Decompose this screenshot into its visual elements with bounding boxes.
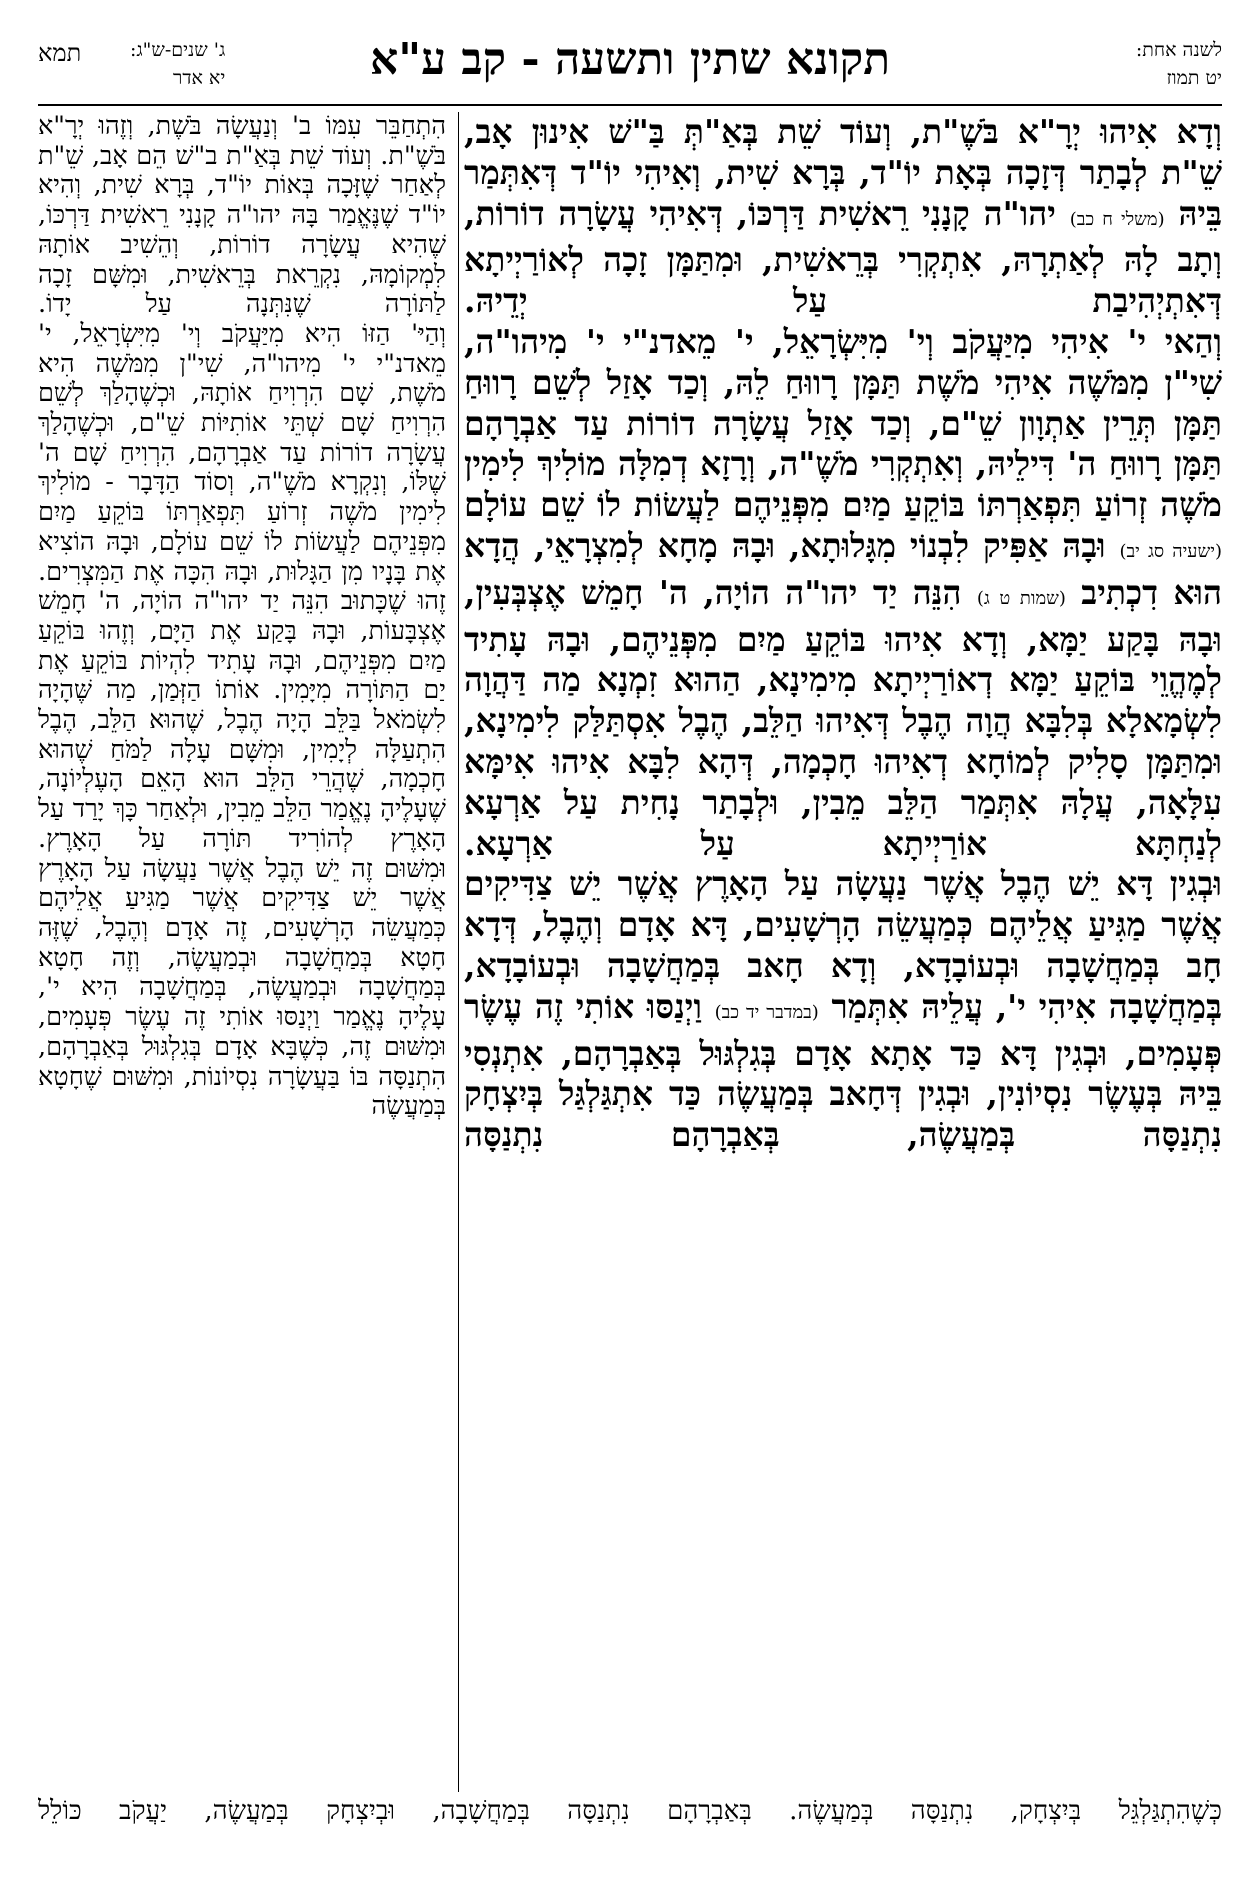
translation-paragraph: הִתְחַבֵּר עִמּוֹ ב' וְנַעֲשָׂה בֹּשֶׁת, וְזֶהוּ יְרָ"א בֹּשֶׁ"ת. וְעוֹד שֵׁת בְּאַ"ת ב"שׁ הֵם אָב, שֵׁ"ת לְאַחַר שֶׁזָּכָה בְּאוֹת יוֹ"ד, בְּרָא שִׁית, וְהִיא יוֹ"ד שֶׁנֶּאֱמַר בָּהּ יהו"ה קָנָנִי רֵאשִׁית דַּרְכּוֹ, שֶׁהִיא עֲשָׂרָה דוֹרוֹת, וְהֵשִׁיב אוֹתָהּ לִמְקוֹמָהּ, נִקְרֵאת בְּרֵאשִׁית, וּמִשָּׁם זָכָה לַתּוֹרָה שֶׁנִּתְּנָה עַל יָדוֹ. <box>38 112 446 320</box>
page-title: תקונא שתין ותשעה - קב ע"א <box>369 34 891 85</box>
text-run: וַיְנַסּוּ אוֹתִי זֶה עֶשֶׂר פְּעָמִים, וּבְגִין דָּא כַּד אָתָא אָדָם בְּגִלְגּוּל בְּאַבְרָהָם, אִתְנְסִי בֵּיהּ בְּעֶשֶׂר נִסְיוֹנִין, וּבְגִין דְּחָאב בְּמַעֲשֶׂה כַּד אִתְגַּלְגַּל בְּיִצְחָק נִתְנַסָּה בְּמַעֲשֶׂה, בְּאַבְרָהָם נִתְנַסָּה <box>464 986 1222 1155</box>
text-run: יהו"ה קָנָנִי רֵאשִׁית דַּרְכּוֹ, דְּאִיהִי עֲשָׂרָה דוֹרוֹת, וְתָב לָהּ לְאַתְרָהּ, אִתְקְרִי בְּרֵאשִׁית, וּמִתַּמָּן זָכָה לְאוֹרַיְיתָא דְּאִתְיְהִיבַת עַל יְדֵיהּ. <box>464 193 1222 321</box>
continuation-line: כְּשֶׁהִתְגַּלְגֵּל בְּיִצְחָק, נִתְנַסָּה בְּמַעֲשֶׂה. בְּאַבְרָהָם נִתְנַסָּה בְּמַחֲשָׁבָה, וּבְיִצְחָק בְּמַעֲשֶׂה, יַעֲקֹב כּוֹלֵל <box>38 1796 1222 1826</box>
translation-column <box>38 112 446 1792</box>
source-reference: (ישעיה סג יב) <box>1119 540 1222 562</box>
schedule-date: יט תמוז <box>1166 67 1222 89</box>
schedule-label: ג' שנים-ש"ג: <box>130 39 226 61</box>
main-paragraph <box>464 112 1222 322</box>
main-text-column <box>464 112 1222 1792</box>
translation-paragraph: וְהַיּ' הַזּוֹ הִיא מִיַּעֲקֹב וְי' מִיִּשְׂרָאֵל, י' מֵאדנ"י י' מִיהו"ה, שִׁי"ן מִמֹּשֶׁה הִיא מֹשֶׁת, שָׁם הִרְוִיחַ אוֹתָהּ, וּכְשֶׁהָלַךְ לְשֵׁם הִרְוִיחַ שָׁם שְׁתֵּי אוֹתִיּוֹת שֵׁ"ם, וּכְשֶׁהָלַךְ עֲשָׂרָה דוֹרוֹת עַד אַבְרָהָם, הִרְוִיחַ שָׁם ה' שֶׁלּוֹ, וְנִקְרָא מֹשֶׁ"ה, וְסוֹד הַדָּבָר - מוֹלִיךְ לִימִין מֹשֶׁה זְרוֹעַ תִּפְאַרְתּוֹ בּוֹקֵעַ מַיִם מִפְּנֵיהֶם לַעֲשׂוֹת לוֹ שֵׁם עוֹלָם, וּבָהּ הוֹצִיא אֶת בָּנָיו מִן הַגָּלוּת, וּבָהּ הִכָּה אֶת הַמִּצְרִים. זֶהוּ שֶׁכָּתוּב הִנֵּה יַד יהו"ה הוֹיָה, ה' חָמֵשׁ אֶצְבָּעוֹת, וּבָהּ בָּקַע אֶת הַיָּם, וְזֶהוּ בּוֹקֵעַ מַיִם מִפְּנֵיהֶם, וּבָהּ עָתִיד לִהְיוֹת בּוֹקֵעַ אֶת יַם הַתּוֹרָה מִיָּמִין. אוֹתוֹ הַזְּמַן, מַה שֶּׁהָיָה לִשְׂמֹאל בַּלֵּב הָיָה הֶבֶל, שֶׁהוּא הַלֵּב, הֶבֶל הִתְעַלָּה לְיָמִין, וּמִשָּׁם עָלָה לַמֹּחַ שֶׁהוּא חָכְמָה, שֶׁהֲרֵי הַלֵּב הוּא הָאֵם הָעֶלְיוֹנָה, שֶׁעָלֶיהָ נֶאֱמַר הַלֵּב מֵבִין, וּלְאַחַר כָּךְ יָרַד עַל הָאָרֶץ לְהוֹרִיד תּוֹרָה עַל הָאָרֶץ. <box>38 318 446 854</box>
daily-schedule-three-years <box>130 36 225 92</box>
main-paragraph <box>464 864 1222 1156</box>
text-run: הִנֵּה יַד יהו"ה הוֹיָה, ה' חָמֵשׁ אֶצְבְּעִין, וּבָהּ בָּקַע יַמָּא, וְדָא אִיהוּ בּוֹקֵעַ מַיִם מִפְּנֵיהֶם, וּבָהּ עָתִיד לְמֶהֱוֵי בּוֹקֵעַ יַמָּא דְאוֹרַיְיתָא מִימִינָא, הַהוּא זִמְנָא מַה דַּהֲוָה לִשְׂמָאלָא בְּלִבָּא הֲוָה הֶבֶל דְּאִיהוּ הַלֵּב, הֶבֶל אִסְתַּלַּק לִימִינָא, וּמִתַּמָּן סָלִיק לְמוֹחָא דְאִיהוּ חָכְמָה, דְּהָא לִבָּא אִיהוּ אִימָּא עִלָּאָה, עֲלָהּ אִתְּמַר הַלֵּב מֵבִין, וּלְבָתַר נָחִית עַל אַרְעָא לְנַחְתָּא אוֹרַיְיתָא עַל אַרְעָא. <box>464 572 1222 863</box>
translation-paragraph: וּמִשּׁוּם זֶה יֵשׁ הֶבֶל אֲשֶׁר נַעֲשָׂה עַל הָאָרֶץ אֲשֶׁר יֵשׁ צַדִּיקִים אֲשֶׁר מַגִּיעַ אֲלֵיהֶם כְּמַעֲשֵׂה הָרְשָׁעִים, זֶה אָדָם וְהֶבֶל, שֶׁזֶּה חָטָא בְּמַחֲשָׁבָה וּבְמַעֲשֶׂה, וְזֶה חָטָא בְּמַחֲשָׁבָה וּבְמַעֲשֶׂה, בְּמַחֲשָׁבָה הִיא י', עָלֶיהָ נֶאֱמַר וַיְנַסּוּ אוֹתִי זֶה עֶשֶׂר פְּעָמִים, וּמִשּׁוּם זֶה, כְּשֶׁבָּא אָדָם בְּגִלְגּוּל בְּאַבְרָהָם, הִתְנַסָּה בּוֹ בַּעֲשָׂרָה נִסְיוֹנוֹת, וּמִשּׁוּם שֶׁחָטָא בְּמַעֲשֶׂה <box>38 853 446 1122</box>
page-header <box>38 28 1222 110</box>
text-run: וְדָא אִיהוּ יְרָ"א בֹּשֶׁ"ת, וְעוֹד שֵׁת בְּאַ"תְּ בַּ"שׁ אִינוּן אָב, שֵׁ"ת לְבָתַר דְּזָכָה בְּאָת יוֹ"ד, בְּרָא שִׁית, וְאִיהִי יוֹ"ד דְּאִתְּמַר בֵּיהּ <box>464 112 1222 233</box>
page-number: תמא <box>38 39 82 67</box>
source-reference: (שמות ט ג) <box>976 587 1066 609</box>
main-paragraph <box>464 322 1222 864</box>
source-reference: (משלי ח כב) <box>1069 208 1165 230</box>
header-divider <box>38 104 1222 106</box>
text-run: וּבְגִין דָּא יֵשׁ הֶבֶל אֲשֶׁר נַעֲשָׂה עַל הָאָרֶץ אֲשֶׁר יֵשׁ צַדִּיקִים אֲשֶׁר מַגִּיעַ אֲלֵיהֶם כְּמַעֲשֵׂה הָרְשָׁעִים, דָּא אָדָם וְהֶבֶל, דְּדָא חָב בְּמַחֲשָׁבָה וּבְעוֹבָדָא, וְדָא חָאב בְּמַחֲשָׁבָה וּבְעוֹבָדָא, בְּמַחֲשָׁבָה אִיהִי י', עֲלֵיהּ אִתְּמַר <box>464 864 1222 1026</box>
schedule-label: לשנה אחת: <box>1135 39 1222 61</box>
text-run: וּבָהּ אַפִּיק לִבְנוֹי מִגָּלוּתָא, וּבָהּ מָחָא לְמִצְרָאֵי, הֲדָא הוּא דִכְתִיב <box>464 525 1222 612</box>
text-run: וְהַאי י' אִיהִי מִיַּעֲקֹב וְי' מִיִּשְׂרָאֵל, י' מֵאדנ"י י' מִיהו"ה, שִׁי"ן מִמֹּשֶׁה אִיהִי מֹשֶׁת תַּמָּן רָווּחַ לֵהּ, וְכַד אָזַל לְשֵׁם רָווּחַ תַּמָּן תְּרֵין אַתְוָון שֵׁ"ם, וְכַד אָזַל עֲשָׂרָה דוֹרוֹת עַד אַבְרָהָם תַּמָּן רָווּחַ ה' דִּילֵיהּ, וְאִתְקְרִי מֹשֶׁ"ה, וְרָזָא דְמִלָּה מוֹלִיךְ לִימִין מֹשֶׁה זְרוֹעַ תִּפְאַרְתּוֹ בּוֹקֵעַ מַיִם מִפְּנֵיהֶם לַעֲשׂוֹת לוֹ שֵׁם עוֹלָם <box>464 321 1222 525</box>
column-divider <box>458 112 459 1792</box>
source-reference: (במדבר יד כב) <box>714 1001 819 1023</box>
schedule-date: יא אדר <box>173 67 226 89</box>
